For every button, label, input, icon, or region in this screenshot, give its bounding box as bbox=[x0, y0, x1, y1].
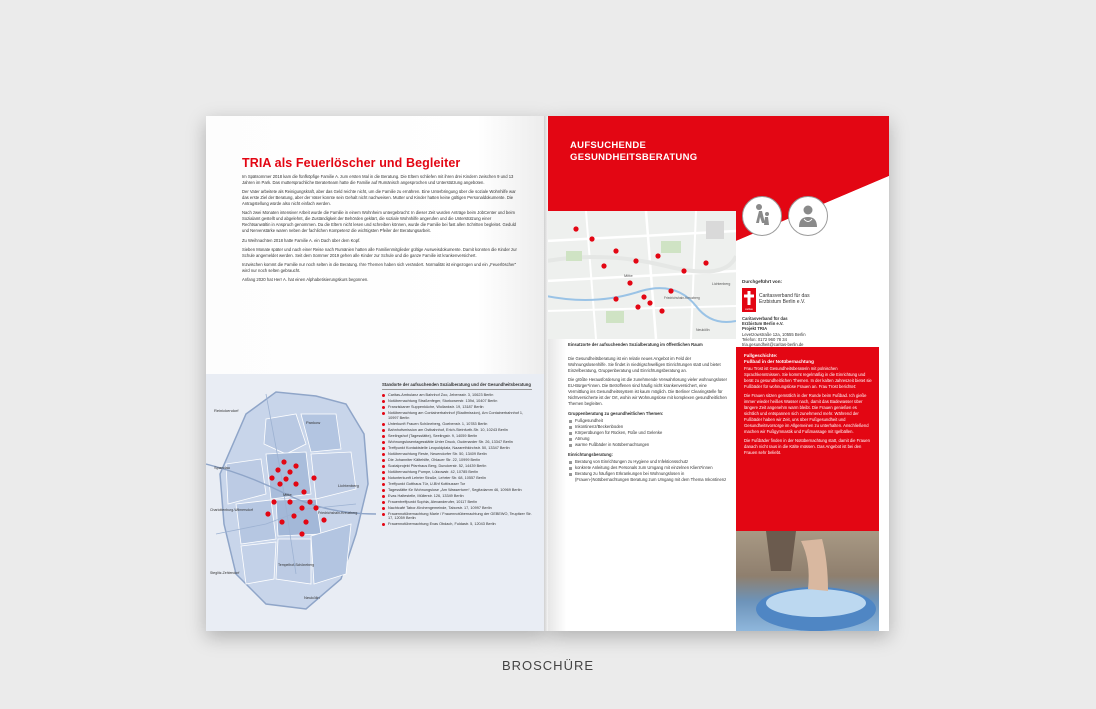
legend-item: Caritas-Ambulanz am Bahnhof Zoo, Jebensstr. 3, 10623 Berlin bbox=[382, 393, 532, 398]
paragraph: Sieben Monate später und nach einer Reise nach Rumänien hatten alle Familienmitglieder gültige Ausweisdokumente. Damit konnten die Kinder zur Schule angemeldet werden. Seit dem Sommer 2019 gehen alle Kinder zur Schule und die ganze Familie ist krankenversichert. bbox=[242, 246, 517, 258]
paragraph: Im Spätsommer 2018 kam die fünfköpfige Familie A. zum ersten Mal in die Beratung. Die Eltern schliefen mit ihren drei Kindern zwischen 9 und 13 Jahren im Park. Das muttersprachliche Beraterteam hatte die Familie auf Rumänisch angesprochen und Unterstützung angeboten. bbox=[242, 174, 514, 185]
list-item: Beratung von Einrichtungen zu Hygiene und Infektionsschutz bbox=[568, 459, 728, 465]
parent-child-icon bbox=[742, 196, 782, 236]
legend-item: Notübernachtung Pumpe, Lützowstr. 42, 10785 Berlin bbox=[382, 470, 532, 475]
paragraph: Inzwischen kommt die Familie nur noch selten in die Beratung. Ihre Themen haben sich verändert. Normalität ist eingezogen und ein „Feuerlöscher“ wird nur noch selten gebraucht. bbox=[242, 261, 517, 273]
legend-item: Frauennotübernachtung Marie / Frauennotübernachtung der GEBEWO, Teupitzer Str. 17, 12059 Berlin bbox=[382, 512, 532, 521]
conducted-by-label: Durchgeführt von: bbox=[742, 279, 783, 284]
paragraph: Die Gesundheitsberatung ist ein relativ neues Angebot im Feld der Wohnungslosenhilfe. Sie findet in niedrigschwelligen Einrichtungen statt und bietet Einzelberatung, Gruppenberatung und Einrichtungsberatung an. bbox=[568, 356, 721, 373]
legend-item: Nachtcafé Tabor-Kirchengemeinde, Taborstr. 17, 10997 Berlin bbox=[382, 506, 532, 511]
legend-item: Notübernachtung am Containerbahnhof (Stadtmission), Am Containerbahnhof 1, 10997 Berlin bbox=[382, 411, 532, 420]
caritas-name bbox=[759, 293, 810, 305]
list-item: Fußgesundheit bbox=[568, 418, 728, 424]
list-item: Beratung zu häufigen Erkrankungen bei Wohnungslosen in (Frauen-)Notübernachtungen Beratung zum Umgang mit dem Thema Inkontinenz bbox=[568, 471, 728, 483]
address-line: Erzbistum Berlin e.V. bbox=[742, 321, 784, 327]
legend-item: Notübernachtung Straßenfeger, Storkowerstr. 139d, 10407 Berlin bbox=[382, 399, 532, 404]
paragraph: Zu Weihnachten 2018 hatte Familie A. ein Dach über dem Kopf. bbox=[242, 237, 361, 243]
case-title-line: Fußbad in der Notübernachtung bbox=[744, 358, 814, 364]
footbath-photo bbox=[736, 531, 879, 631]
facility-heading: Einrichtungsberatung: bbox=[568, 452, 613, 457]
paragraph: Die Fußbäder finden in der Notübernachtung statt, damit die Frauen danach nicht raus in die Kälte müssen. Das Angebot ist bei den Frauen sehr beliebt. bbox=[744, 438, 870, 455]
left-page bbox=[206, 116, 546, 631]
address-line: Levetzowstraße 12a, 10555 Berlin bbox=[742, 331, 806, 337]
paragraph: Die größte Herausforderung ist die zunehmende Verwahrlosung vieler wohnungsloser EU-Bürger*innen. Die Betroffenen sind häufig nicht krankenversichert, eine Vermittlung ins Gesundheitssystem ist kaum möglich. Die Berliner Clearingstelle für Nichtversicherte ist der Ort, wohin wir Wohnungslose mit komplexen gesundheitlichen Themen begleiten. bbox=[568, 377, 727, 406]
street-map bbox=[546, 211, 736, 339]
title-line: GESUNDHEITSBERATUNG bbox=[570, 152, 698, 163]
legend-item: Bahnhofsmission am Ostbahnhof, Erich-Steinfurth-Str. 10, 10243 Berlin bbox=[382, 428, 532, 433]
berlin-locations-map bbox=[206, 374, 546, 631]
legend-item: Die Johanniter Kältehilfe, Ohlauer Str. 22, 10999 Berlin bbox=[382, 458, 532, 463]
address-line: Telefon: 0172 960 78 34 bbox=[742, 336, 787, 342]
address-line: tria.gesundheit@caritas-berlin.de bbox=[742, 342, 804, 348]
address-line: Caritasverband für das bbox=[742, 316, 788, 321]
case-title bbox=[744, 353, 814, 364]
left-page-body bbox=[242, 174, 518, 286]
legend-item: Sozialprojekt Pfarrhaus Berg, Dunckerstr. 52, 14439 Berlin bbox=[382, 464, 532, 469]
district-label: Tempelhof-Schöneberg bbox=[278, 563, 315, 567]
district-label: Mitte bbox=[283, 492, 292, 497]
legend-item: Treffpunkt Kontaktstelle Leopoldplatz, Nazarethkirchstr. 50, 13347 Berlin bbox=[382, 446, 532, 451]
district-label: Neukölln bbox=[304, 595, 320, 600]
legend-item: Treffpunkt Gotthaus Tür, U-Bhf Kottbusser Tor bbox=[382, 482, 532, 487]
legend-item: Evas Haltestelle, Müllerstr. 126, 13349 Berlin bbox=[382, 494, 532, 499]
title-line: AUFSUCHENDE bbox=[570, 140, 647, 151]
district-label: Pankow bbox=[306, 420, 321, 425]
list-item: Körperübungen für Rücken, Füße und Gelenke bbox=[568, 430, 728, 436]
legend-item: Wohnungslosentagesstätte Unter Druck, Oudenarder Str. 26, 13347 Berlin bbox=[382, 440, 532, 445]
case-story-box bbox=[736, 347, 879, 531]
paragraph: Frau Trost ist Gesundheitsberaterin mit polnischen Sprachkenntnissen. Sie kommt regelmäßig in die Einrichtung und berät zu gesundheitlichen Themen. In der kalten Jahreszeit bietet sie Fußbäder für wohnungslose Frauen an. Frau Trost berichtet: bbox=[744, 366, 872, 389]
case-text bbox=[744, 366, 872, 459]
legend-item: Seelingshof (Tagesstätte), Seelingstr. 9, 14059 Berlin bbox=[382, 434, 532, 439]
list-item: warme Fußbäder in Notübernachtungen bbox=[568, 442, 728, 448]
legend-item: Notunterkunft Lehrter Straße, Lehrter Str. 68, 10557 Berlin bbox=[382, 476, 532, 481]
case-title-line: Fallgeschichte: bbox=[744, 353, 778, 358]
right-page-body bbox=[568, 356, 728, 483]
group-heading: Gruppenberatung zu gesundheitlichen Themen: bbox=[568, 411, 664, 416]
caritas-name-line: Caritasverband für das bbox=[759, 293, 810, 299]
legend-item: Franziskaner Suppenküche, Wollankstr. 19, 13187 Berlin bbox=[382, 405, 532, 410]
legend-item: Unterkunft Frauen Schöneberg, Goebenstr. 1, 10783 Berlin bbox=[382, 422, 532, 427]
district-label: Reinickendorf bbox=[214, 408, 239, 413]
list-item: Atmung bbox=[568, 436, 728, 442]
list-item: Inkontinenz/Beckenboden bbox=[568, 424, 728, 430]
left-page-title: TRIA als Feuerlöscher und Begleiter bbox=[242, 156, 461, 170]
legend-item: Notübernachtung Reste, Neuendorfer Str. 50, 13409 Berlin bbox=[382, 452, 532, 457]
legend-item: Tagesstätte für Wohnungslose „Am Wasserturm“, Segitzdamm 46, 10969 Berlin bbox=[382, 488, 532, 493]
district-label: Charlottenburg-Wilmersdorf bbox=[210, 508, 253, 512]
district-label: Friedrichshain-Kreuzberg bbox=[318, 511, 358, 515]
nurse-icon bbox=[788, 196, 828, 236]
paragraph: Anfang 2020 hat Herr A. hat einen Alphabetisierungskurs begonnen. bbox=[242, 277, 369, 283]
map-caption: Einsatzorte der aufsuchenden Sozialberatung im öffentlichen Raum bbox=[568, 342, 703, 347]
right-page bbox=[546, 116, 889, 631]
district-label: Steglitz-Zehlendorf bbox=[210, 571, 240, 575]
map-label: Neukölln bbox=[696, 328, 710, 332]
right-page-title bbox=[570, 140, 697, 164]
locations-legend bbox=[382, 382, 532, 528]
paragraph: Der Vater arbeitete als Reinigungskraft, aber das Geld reichte nicht, um die Familie zu ernähren. Eine Unterbringung über die soziale Wohnhilfe war das erste Ziel der Beratung, aber der Vater konnte sein Gehalt nicht nachweisen. Mutter und Kinder hatten keine gültigen Personaldokumente. Die Antragstellung würde also nicht einfach werden. bbox=[242, 189, 516, 207]
paragraph: Nach zwei Monaten intensiver Arbeit wurde die Familie in einem Wohnheim untergebracht: In dieser Zeit wurden Anträge beim JobCenter und beim Sozialamt gestellt und abgelehnt, die Zuständigkeit der Behörden geklärt, die soziale Wohnhilfe angerufen und die Unterstützung einer Rechtsanwältin in Anspruch genommen. Da die Eltern nicht lesen und schreiben können, wurde die Familie bei fast allen Schritten begleitet. Geduld und Nervenstärke waren neben der fachlichen Kompetenz die wichtigsten Pfeiler der Beratungsarbeit. bbox=[242, 210, 516, 234]
book-spine bbox=[544, 116, 548, 631]
legend-title: Standorte der aufsuchenden Sozialberatung und der Gesundheitsberatung bbox=[382, 382, 532, 390]
map-label: Friedrichshain-Kreuzberg bbox=[664, 296, 700, 300]
svg-text:caritas: caritas bbox=[745, 308, 753, 311]
map-label: Mitte bbox=[624, 273, 633, 278]
caritas-name-line: Erzbistum Berlin e.V. bbox=[759, 299, 806, 305]
caritas-logo-icon bbox=[742, 288, 756, 312]
contact-address bbox=[742, 316, 882, 347]
legend-item: Frauennotübernachtung Evas Obdach, Fuldastr. 5, 12043 Berlin bbox=[382, 522, 532, 527]
paragraph: Die Frauen sitzen gemütlich in der Runde beim Fußbad. Ich gieße immer wieder heißes Wasser nach, damit das Badewasser über längere Zeit angenehm warm bleibt. Die Frauen genießen es sichtlich und entspannen sich zunehmend mehr. Während der Fußbäder haben wir Zeit, uns über Fußgesundheit und Gesundheitsvorsorge im Allgemeinen zu unterhalten. Anschließend machen wir Fußgymnastik und Fußmassage mit Igelbällen. bbox=[744, 393, 869, 434]
district-label: Lichtenberg bbox=[338, 483, 359, 488]
address-line: Projekt TRIA bbox=[742, 326, 768, 332]
brochure-caption: BROSCHÜRE bbox=[501, 658, 595, 673]
berlin-district-map bbox=[206, 374, 376, 631]
list-item: konkrete Anleitung des Personals zum Umgang mit einzelnen Klient*innen bbox=[568, 465, 728, 471]
map-label: Lichtenberg bbox=[712, 282, 731, 286]
district-label: Spandau bbox=[214, 465, 231, 470]
legend-item: Frauentreffpunkt Sophia, Alexanderufer, 10117 Berlin bbox=[382, 500, 532, 505]
